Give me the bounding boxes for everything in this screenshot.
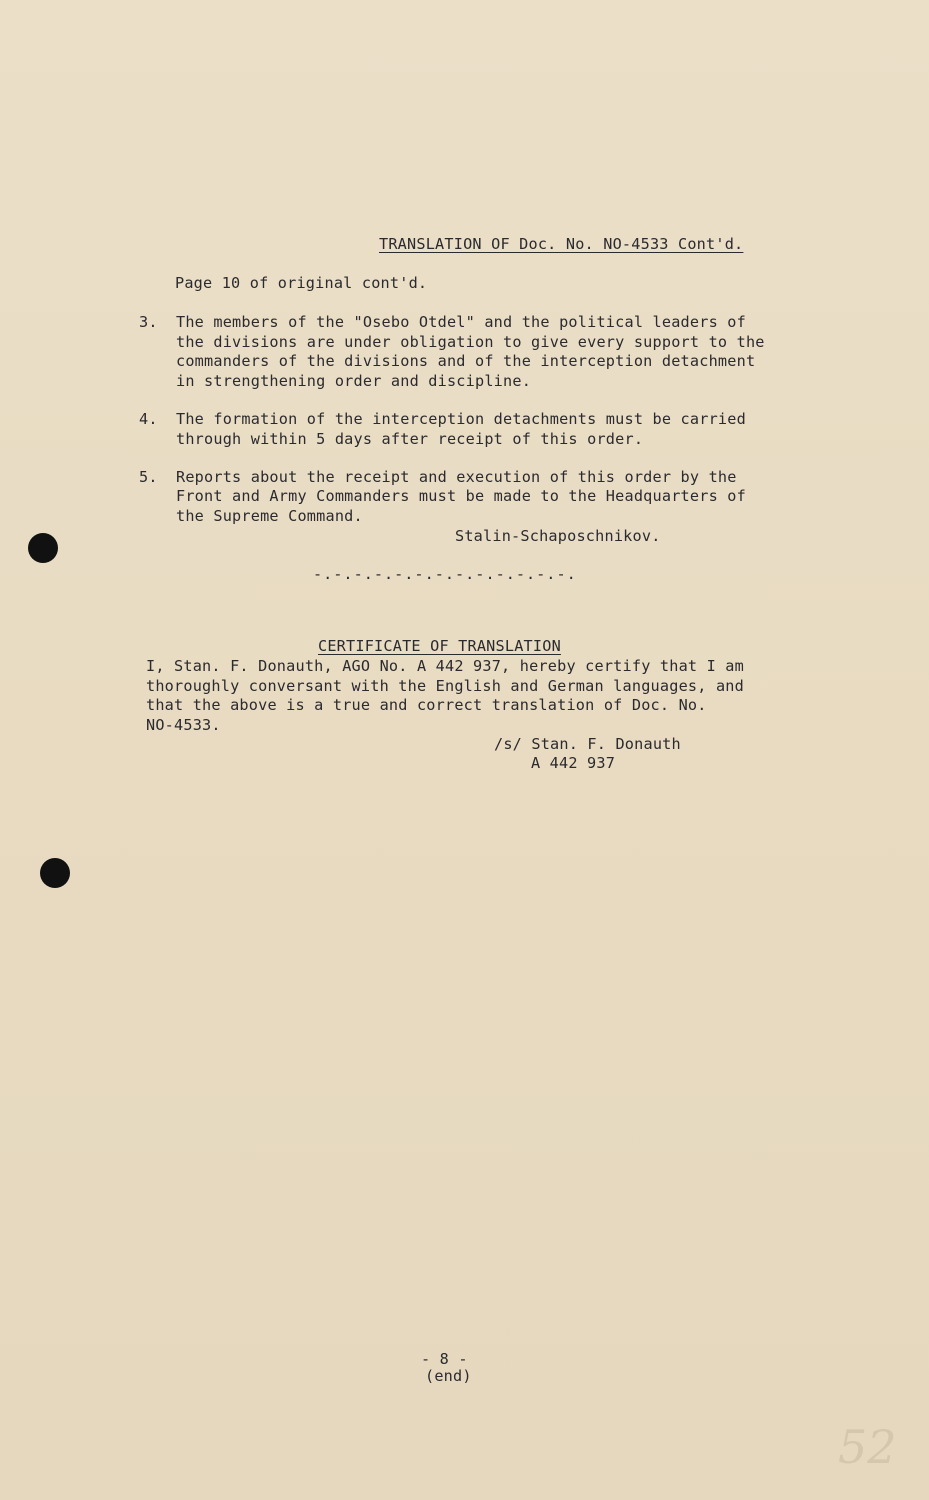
handwritten-page-mark: 52 (838, 1420, 897, 1474)
page-number: - 8 - (421, 1350, 468, 1368)
page-reference: Page 10 of original cont'd. (175, 274, 428, 292)
item-line: the divisions are under obligation to give every support to the (176, 333, 765, 351)
certificate-line: that the above is a true and correct translation of Doc. No. (146, 696, 707, 714)
certificate-line: I, Stan. F. Donauth, AGO No. A 442 937, hereby certify that I am (146, 657, 744, 675)
translator-signature: /s/ Stan. F. Donauth (494, 735, 681, 753)
end-marker: (end) (425, 1367, 472, 1385)
punch-hole (40, 858, 70, 888)
item-line: commanders of the divisions and of the interception detachment (176, 352, 756, 370)
item-line: in strengthening order and discipline. (176, 372, 532, 390)
item-line: Reports about the receipt and execution of this order by the (176, 468, 737, 486)
item-number: 3. (139, 313, 158, 331)
item-number: 4. (139, 410, 158, 428)
translator-ago-number: A 442 937 (531, 754, 616, 772)
certificate-line: thoroughly conversant with the English and German languages, and (146, 677, 744, 695)
signature: Stalin-Schaposchnikov. (455, 527, 661, 545)
separator-line: -.-.-.-.-.-.-.-.-.-.-.-.-. (313, 565, 577, 583)
document-header: TRANSLATION OF Doc. No. NO-4533 Cont'd. (379, 235, 744, 253)
punch-hole (28, 533, 58, 563)
item-line: The formation of the interception detachments must be carried (176, 410, 746, 428)
item-number: 5. (139, 468, 158, 486)
item-line: the Supreme Command. (176, 507, 363, 525)
certificate-title: CERTIFICATE OF TRANSLATION (318, 637, 561, 655)
certificate-line: NO-4533. (146, 716, 221, 734)
item-line: Front and Army Commanders must be made to the Headquarters of (176, 487, 746, 505)
item-line: through within 5 days after receipt of this order. (176, 430, 644, 448)
item-line: The members of the "Osebo Otdel" and the political leaders of (176, 313, 746, 331)
